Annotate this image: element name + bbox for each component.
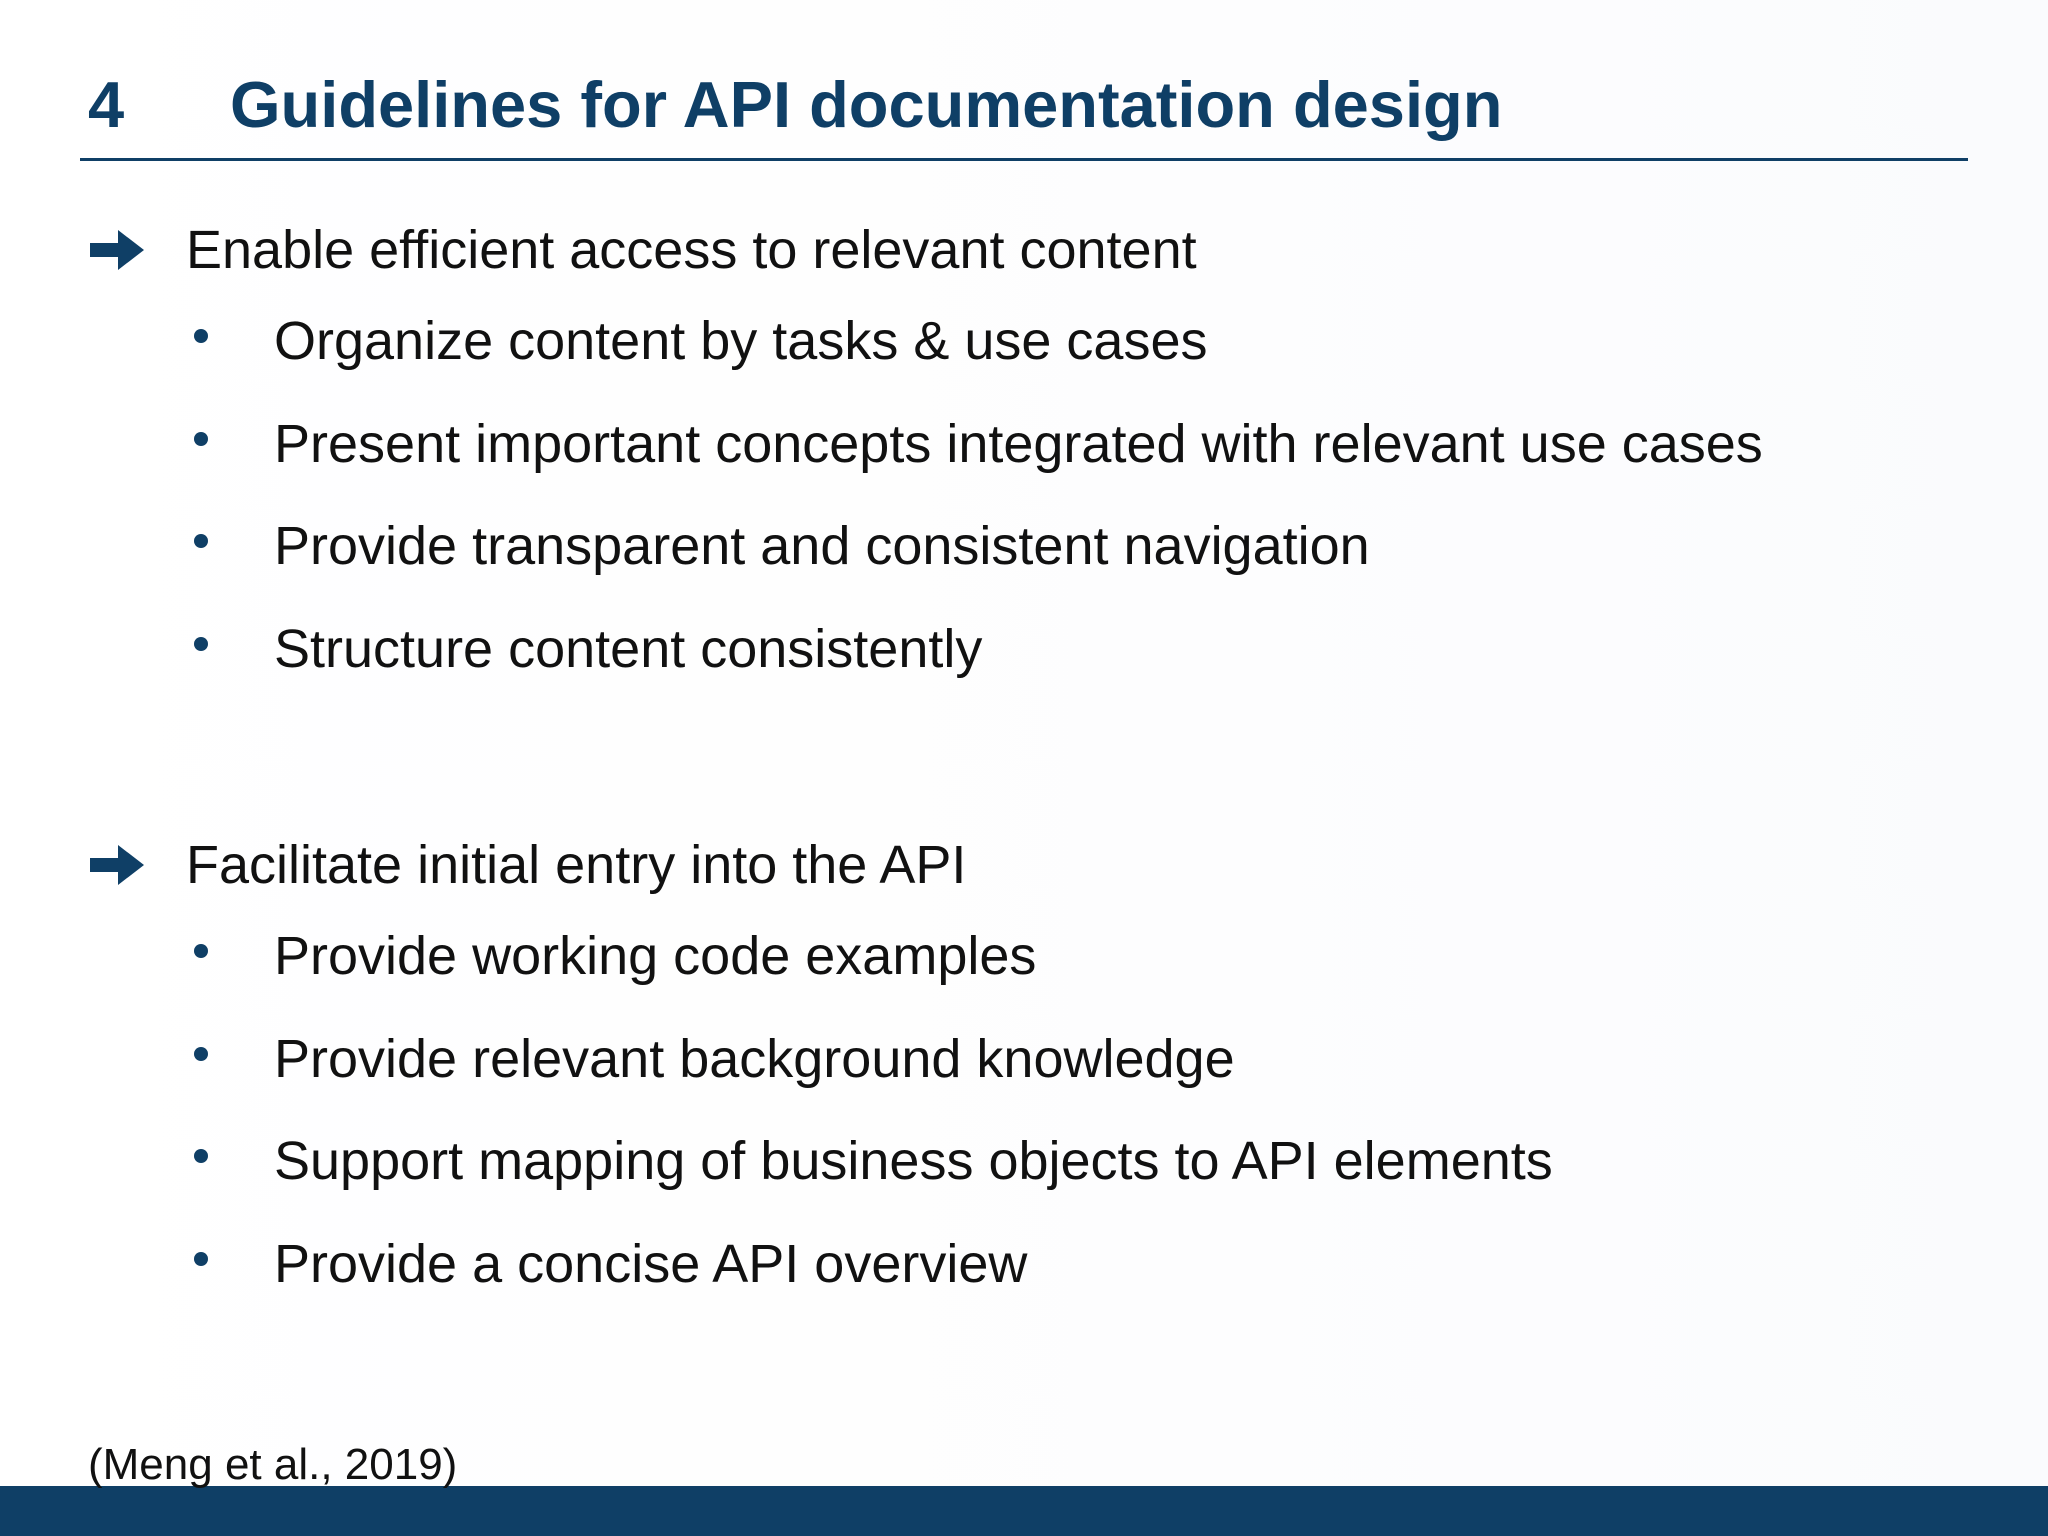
bullet-dot-icon [194, 534, 208, 548]
list-item [88, 393, 1763, 496]
list-item-text: Provide relevant background knowledge [274, 1028, 1235, 1089]
section-efficient-access [88, 210, 1763, 700]
footer-bar [0, 1486, 2048, 1536]
list-item [88, 1008, 1553, 1111]
list-item [88, 495, 1763, 598]
section-heading-text: Facilitate initial entry into the API [186, 835, 967, 895]
section-heading-text: Enable efficient access to relevant content [186, 220, 1197, 280]
title-text: Guidelines for API documentation design [230, 67, 1503, 141]
arrow-right-icon [88, 220, 186, 280]
list-item-text: Provide transparent and consistent navigation [274, 516, 1370, 577]
citation: (Meng et al., 2019) [88, 1440, 458, 1489]
list-item-text: Present important concepts integrated with relevant use cases [274, 413, 1763, 474]
list-item-text: Organize content by tasks & use cases [274, 311, 1208, 372]
bullet-dot-icon [194, 1252, 208, 1266]
bullet-dot-icon [194, 944, 208, 958]
list-item [88, 905, 1553, 1008]
arrow-right-icon [88, 835, 186, 895]
bullet-dot-icon [194, 329, 208, 343]
list-item-text: Provide a concise API overview [274, 1233, 1028, 1294]
bullet-dot-icon [194, 1149, 208, 1163]
page-title [88, 64, 1502, 144]
bullet-dot-icon [194, 432, 208, 446]
list-item [88, 1213, 1553, 1316]
bullet-dot-icon [194, 1047, 208, 1061]
title-divider [80, 158, 1968, 161]
bullet-list [88, 290, 1763, 700]
list-item-text: Provide working code examples [274, 926, 1037, 987]
list-item-text: Structure content consistently [274, 618, 983, 679]
list-item [88, 598, 1763, 701]
bullet-list [88, 905, 1553, 1315]
list-item [88, 290, 1763, 393]
section-heading [88, 210, 1763, 290]
section-heading [88, 825, 1553, 905]
bullet-dot-icon [194, 637, 208, 651]
section-number: 4 [88, 67, 125, 141]
section-initial-entry [88, 825, 1553, 1315]
list-item [88, 1110, 1553, 1213]
list-item-text: Support mapping of business objects to API elements [274, 1131, 1553, 1192]
